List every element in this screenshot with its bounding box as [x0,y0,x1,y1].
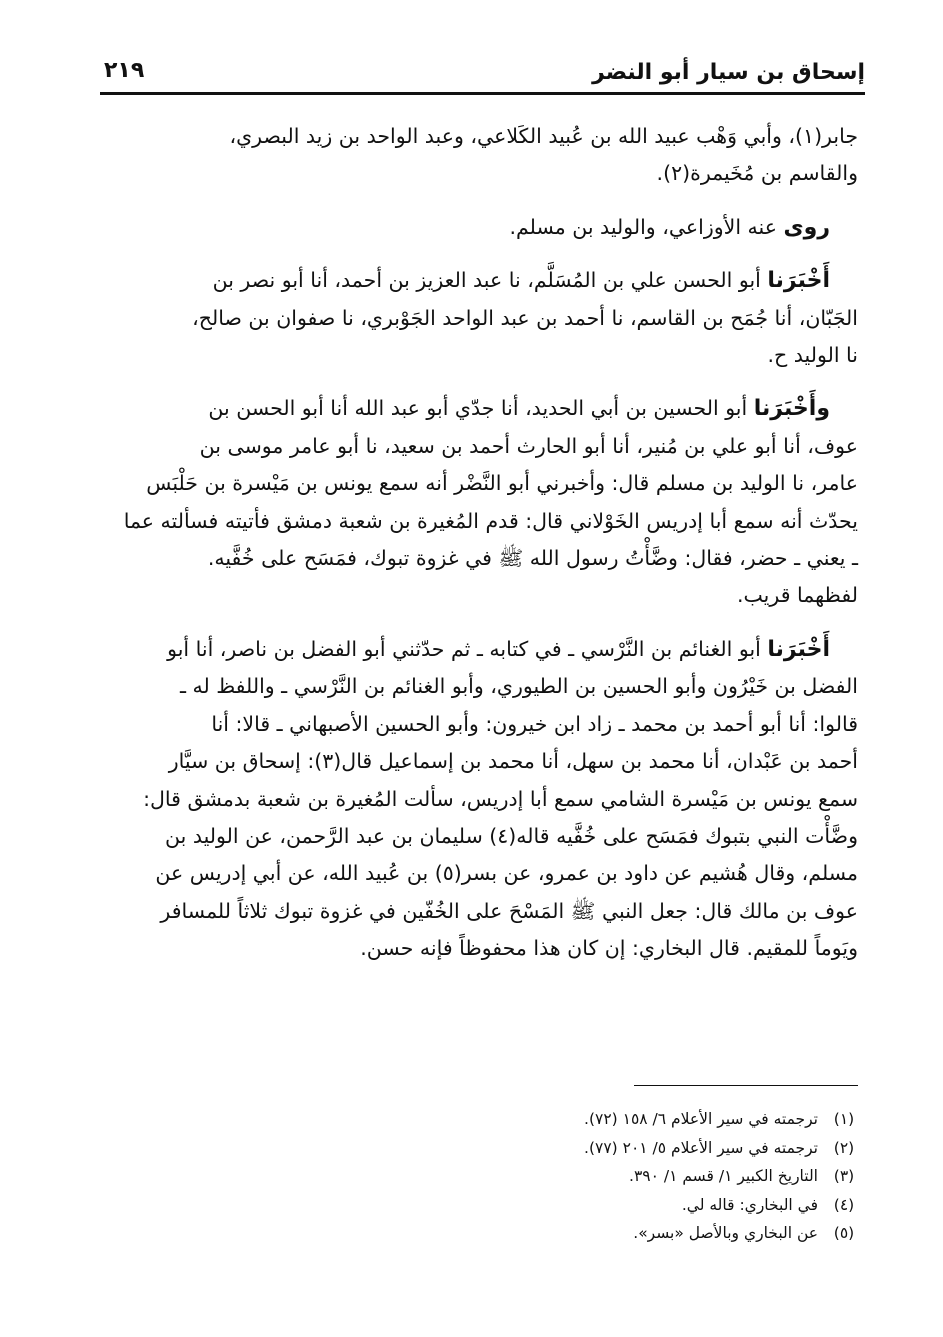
paragraph [100,118,858,193]
main-text [100,118,858,968]
line-text: أبو الحسين بن أبي الحديد، أنا جدّي أبو عبد الله أنا أبو الحسن بن [208,396,748,421]
footnote-number: (١) [833,1110,855,1128]
chapter-title: إسحاق بن سيار أبو النضر [592,60,865,85]
paragraph-lead-word: أَخْبَرَنا [767,268,830,294]
text-line [100,540,858,577]
footnote-separator [634,1085,858,1086]
footnote-number: (٣) [833,1167,855,1186]
line-text: جابر(١)، وأبي وَهْب عبيد الله بن عُبيد الكَلاعي، وعبد الواحد بن زيد البصري، [229,124,858,148]
page-number: ٢١٩ [104,58,145,83]
text-line [100,706,858,743]
line-text: والقاسم بن مُخَيمرة(٢). [656,161,858,186]
text-line [100,262,858,299]
paragraph [100,390,858,614]
footnote-text: ترجمته في سير الأعلام ٥/ ٢٠١ (٧٧). [584,1138,818,1157]
line-text: أبو الحسن علي بن المُسَلَّم، نا عبد العزيز بن أحمد، أنا أبو نصر بن [212,268,761,293]
footnote [300,1191,858,1220]
line-text: يحدّث أنه سمع أبا إدريس الخَوْلاني قال: قدم المُغيرة بن شعبة دمشق فأتيته فسألته عما [123,508,858,533]
text-line [100,118,858,155]
text-line [100,631,858,668]
paragraph [100,631,858,968]
line-text: قالوا: أنا أبو أحمد بن محمد ـ زاد ابن خيرون: وأبو الحسين الأصبهاني ـ قالا: أنا [211,711,858,736]
footnote [300,1219,858,1248]
paragraph [100,209,858,246]
footnote-text: التاريخ الكبير ١/ قسم ١/ ٣٩٠. [629,1167,818,1186]
footnote [300,1134,858,1163]
text-line [100,390,858,427]
footnote-number: (٥) [833,1224,855,1243]
line-text: سمع يونس بن مَيْسرة الشامي سمع أبا إدريس، سألت المُغيرة بن شعبة بدمشق قال: [143,786,858,811]
text-line [100,668,858,705]
paragraph-lead-word: أَخْبَرَنا [767,636,830,662]
line-text: عوف، أنا أبو علي بن مُنير، أنا أبو الحارث أحمد بن سعيد، نا أبو عامر موسى بن [199,433,858,458]
line-text: الجَبّان، أنا جُمَح بن القاسم، نا أحمد بن عبد الواحد الجَوْبري، نا صفوان بن صالح، [192,305,858,330]
line-text: ـ يعني ـ حضر، فقال: وضَّأْتُ رسول الله ﷺ في غزوة تبوك، فمَسَح على خُفَّيه. [207,546,858,571]
text-line [100,428,858,465]
footnote-text: ترجمته في سير الأعلام ٦/ ١٥٨ (٧٢). [584,1110,818,1128]
line-text: عامر، نا الوليد بن مسلم قال: وأخبرني أبو النَّضْر أنه سمع يونس بن مَيْسرة بن حَلْبَس [146,471,858,496]
text-line [100,781,858,818]
text-line [100,818,858,855]
line-text: مسلم، وقال هُشيم عن داود بن عمرو، عن بسر(٥) بن عُبيد الله، عن أبي إدريس عن [155,861,858,886]
line-text: عنه الأوزاعي، والوليد بن مسلم. [509,214,777,239]
footnote-text: في البخاري: قاله لي. [681,1195,818,1214]
line-text: لفظهما قريب. [737,583,858,608]
line-text: عوف بن مالك قال: جعل النبي ﷺ المَسْحَ على الخُفّين في غزوة تبوك ثلاثاً للمسافر [160,898,858,923]
footnote-text: عن البخاري وبالأصل «بسر». [633,1224,818,1243]
text-line [100,155,858,192]
line-text: الفضل بن خَيْرُون وأبو الحسين بن الطيوري، وأبو الغنائم بن النَّرْسي ـ واللفظ له ـ [179,674,858,699]
line-text: أبو الغنائم بن النَّرْسي ـ في كتابه ـ ثم حدّثني أبو الفضل بن ناصر، أنا أبو [167,636,761,661]
footnote-number: (٢) [833,1138,855,1157]
text-line [100,300,858,337]
line-text: وضَّأْت النبي بتبوك فمَسَح على خُفَّيه قاله(٤) سليمان بن عبد الرَّحمن، عن الوليد بن [165,823,858,848]
paragraph-lead-word: روى [783,214,830,240]
paragraph-lead-word: وأَخْبَرَنا [753,396,830,422]
running-header [100,52,865,95]
paragraph [100,262,858,374]
line-text: أحمد بن عَبْدان، أنا محمد بن سهل، أنا محمد بن إسماعيل قال(٣): إسحاق بن سيَّار [168,749,858,774]
text-line [100,465,858,502]
footnote-number: (٤) [833,1195,855,1214]
text-line [100,209,858,246]
text-line [100,337,858,374]
footnote [300,1162,858,1191]
text-line [100,893,858,930]
line-text: ويَوماً للمقيم. قال البخاري: إن كان هذا محفوظاً فإنه حسن. [360,936,858,961]
line-text: نا الوليد ح. [767,343,858,368]
text-line [100,503,858,540]
text-line [100,930,858,967]
footnote [300,1105,858,1134]
text-line [100,855,858,892]
footnotes [300,1105,858,1248]
text-line [100,743,858,780]
text-line [100,577,858,614]
